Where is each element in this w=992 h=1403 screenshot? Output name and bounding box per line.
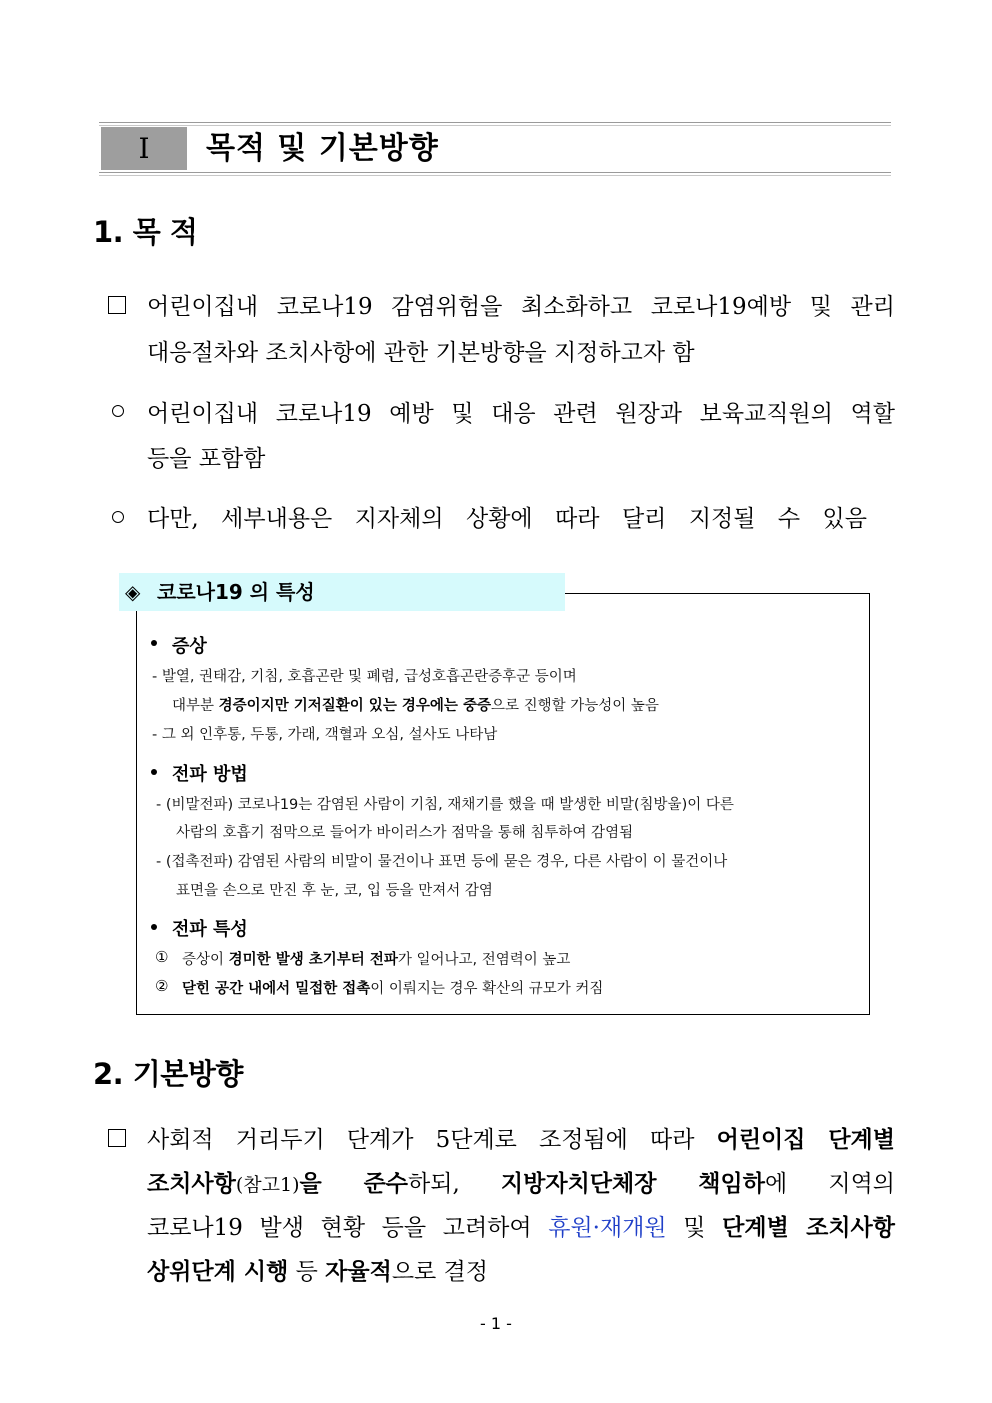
bullet1-line-2: 등을 포함함 [147, 446, 266, 472]
info-box-title [119, 573, 565, 611]
symptoms-line-1: - 발열, 권태감, 기침, 호흡곤란 및 폐렴, 급성호흡곤란증후군 등이며 [152, 669, 577, 685]
transmission-line-4: 표면을 손으로 만진 후 눈, 코, 입 등을 만져서 감염 [176, 883, 493, 899]
symptoms-heading: 증상 [172, 636, 207, 657]
bullet1-line-1: 어린이집내 코로나19 예방 및 대응 관련 원장과 보육교직원의 역할 [147, 401, 895, 427]
header-rule-bottom [99, 172, 891, 173]
symptoms-line-2: 대부분 경증이지만 기저질환이 있는 경우에는 중증으로 진행할 가능성이 높음 [172, 698, 659, 714]
dot-bullet-icon [151, 924, 157, 930]
chapter-number: Ⅰ [101, 127, 187, 170]
dot-bullet-icon [151, 769, 157, 775]
transmission-heading: 전파 방법 [172, 764, 248, 785]
feature-number-2: ② [155, 977, 169, 995]
feature-number-1: ① [155, 948, 169, 966]
direction-line-4: 상위단계 시행 등 자율적으로 결정 [147, 1258, 489, 1285]
section-title-direction: 2. 기본방향 [93, 1057, 243, 1091]
info-box-title-text: 코로나19 의 특성 [157, 580, 315, 604]
dot-bullet-icon [151, 640, 157, 646]
transmission-line-3: - (접촉전파) 감염된 사람의 비말이 물건이나 표면 등에 묻은 경우, 다른 사람이 이 물건이나 [156, 854, 728, 870]
feature-line-2: 닫힌 공간 내에서 밀접한 접촉이 이뤄지는 경우 확산의 규모가 커짐 [182, 981, 604, 997]
circle-bullet-icon [112, 405, 124, 417]
page-number: - 1 - [480, 1314, 512, 1333]
direction-line-2: 조치사항(참고1)을 준수하되, 지방자치단체장 책임하에 지역의 [147, 1170, 895, 1197]
purpose-line-2: 대응절차와 조치사항에 관한 기본방향을 지정하고자 함 [147, 340, 695, 366]
square-bullet-icon [108, 296, 126, 314]
features-heading: 전파 특성 [172, 919, 248, 940]
circle-bullet-icon [112, 511, 124, 523]
header-rule-top [99, 122, 891, 123]
chapter-title: 목적 및 기본방향 [206, 131, 439, 166]
section-title-purpose: 1. 목 적 [93, 215, 198, 249]
direction-line-1: 사회적 거리두기 단계가 5단계로 조정됨에 따라 어린이집 단계별 [147, 1126, 895, 1153]
diamond-icon: ◈ [125, 580, 141, 604]
symptoms-emphasis: 경증이지만 기저질환이 있는 경우에는 중증 [218, 698, 491, 714]
transmission-line-1: - (비말전파) 코로나19는 감염된 사람이 기침, 재채기를 했을 때 발생한 비말(침방울)이 다른 [156, 797, 734, 813]
bullet2-line: 다만, 세부내용은 지자체의 상황에 따라 달리 지정될 수 있음 [147, 506, 867, 532]
symptoms-line-3: - 그 외 인후통, 두통, 가래, 객혈과 오심, 설사도 나타남 [152, 727, 498, 743]
transmission-line-2: 사람의 호흡기 점막으로 들어가 바이러스가 점막을 통해 침투하여 감염됨 [176, 825, 634, 841]
header-rule-bottom-inner [99, 175, 891, 176]
feature-line-1: 증상이 경미한 발생 초기부터 전파가 일어나고, 전염력이 높고 [182, 952, 571, 968]
direction-line-3: 코로나19 발생 현황 등을 고려하여 휴원·재개원 및 단계별 조치사항 [147, 1214, 895, 1241]
purpose-line-1: 어린이집내 코로나19 감염위험을 최소화하고 코로나19예방 및 관리 [147, 294, 895, 320]
square-bullet-icon [108, 1129, 126, 1147]
